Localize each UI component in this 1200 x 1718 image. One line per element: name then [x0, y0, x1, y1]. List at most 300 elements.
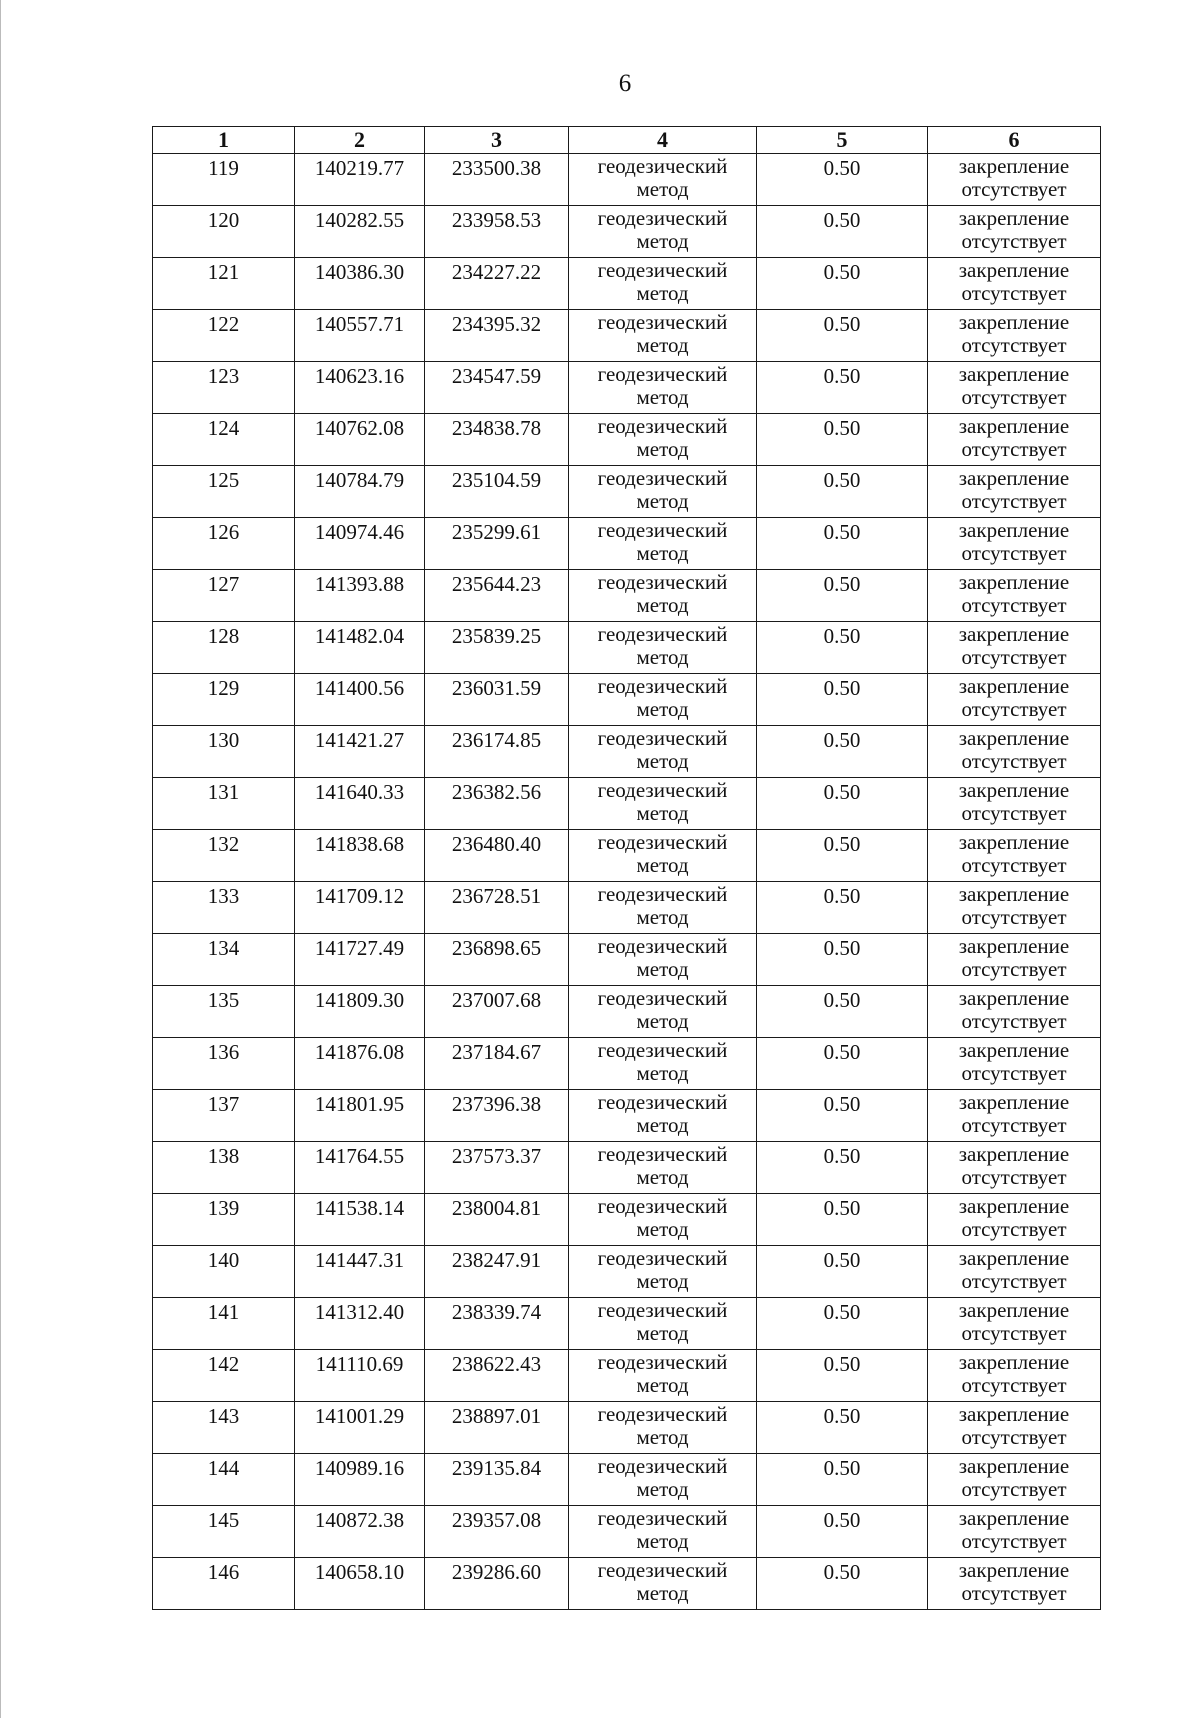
method-line-1: геодезический — [597, 1506, 728, 1530]
fixation-line-2: отсутствует — [961, 385, 1067, 409]
y-coordinate-cell: 236898.65 — [425, 934, 569, 986]
method-line-2: метод — [636, 437, 689, 461]
x-coordinate-cell: 140974.46 — [295, 518, 425, 570]
x-coordinate-cell: 140219.77 — [295, 154, 425, 206]
fixation-line-2: отсутствует — [961, 1321, 1067, 1345]
x-coordinate-cell: 140282.55 — [295, 206, 425, 258]
method-line-1: геодезический — [597, 1194, 728, 1218]
table-row — [153, 882, 1101, 934]
column-header-3: 3 — [425, 127, 569, 154]
method-cell — [569, 622, 757, 674]
fixation-line-1: закрепление — [958, 154, 1070, 178]
point-number-cell: 123 — [153, 362, 295, 414]
fixation-line-2: отсутствует — [961, 1009, 1067, 1033]
point-number-cell: 127 — [153, 570, 295, 622]
fixation-line-1: закрепление — [958, 1558, 1070, 1582]
method-line-2: метод — [636, 1165, 689, 1189]
method-cell — [569, 986, 757, 1038]
point-number-cell: 133 — [153, 882, 295, 934]
x-coordinate-cell: 141764.55 — [295, 1142, 425, 1194]
fixation-line-1: закрепление — [958, 206, 1070, 230]
fixation-line-2: отсутствует — [961, 749, 1067, 773]
page-number: 6 — [618, 70, 632, 97]
method-line-2: метод — [636, 957, 689, 981]
method-line-2: метод — [636, 385, 689, 409]
y-coordinate-cell: 236031.59 — [425, 674, 569, 726]
method-cell — [569, 1454, 757, 1506]
accuracy-cell: 0.50 — [757, 518, 928, 570]
coordinates-table — [152, 126, 1101, 1610]
method-line-2: метод — [636, 1529, 689, 1553]
fixation-line-1: закрепление — [958, 258, 1070, 282]
point-number-cell: 125 — [153, 466, 295, 518]
method-cell — [569, 1090, 757, 1142]
y-coordinate-cell: 236480.40 — [425, 830, 569, 882]
x-coordinate-cell: 141482.04 — [295, 622, 425, 674]
accuracy-cell: 0.50 — [757, 726, 928, 778]
fixation-line-1: закрепление — [958, 726, 1070, 750]
method-line-1: геодезический — [597, 934, 728, 958]
accuracy-cell: 0.50 — [757, 1298, 928, 1350]
fixation-line-2: отсутствует — [961, 905, 1067, 929]
fixation-cell — [928, 1142, 1101, 1194]
accuracy-cell: 0.50 — [757, 1038, 928, 1090]
fixation-cell — [928, 1506, 1101, 1558]
accuracy-cell: 0.50 — [757, 258, 928, 310]
method-line-2: метод — [636, 489, 689, 513]
fixation-cell — [928, 1038, 1101, 1090]
fixation-line-1: закрепление — [958, 1090, 1070, 1114]
method-line-2: метод — [636, 1477, 689, 1501]
x-coordinate-cell: 141727.49 — [295, 934, 425, 986]
y-coordinate-cell: 235104.59 — [425, 466, 569, 518]
fixation-line-1: закрепление — [958, 1194, 1070, 1218]
method-line-1: геодезический — [597, 570, 728, 594]
fixation-line-1: закрепление — [958, 1298, 1070, 1322]
fixation-cell — [928, 362, 1101, 414]
accuracy-cell: 0.50 — [757, 154, 928, 206]
fixation-line-2: отсутствует — [961, 801, 1067, 825]
method-line-1: геодезический — [597, 1350, 728, 1374]
method-line-1: геодезический — [597, 1142, 728, 1166]
fixation-line-1: закрепление — [958, 830, 1070, 854]
method-line-2: метод — [636, 177, 689, 201]
x-coordinate-cell: 141400.56 — [295, 674, 425, 726]
table-row — [153, 830, 1101, 882]
table-row — [153, 726, 1101, 778]
point-number-cell: 128 — [153, 622, 295, 674]
table-row — [153, 1142, 1101, 1194]
method-line-2: метод — [636, 1321, 689, 1345]
table-row — [153, 674, 1101, 726]
point-number-cell: 120 — [153, 206, 295, 258]
point-number-cell: 146 — [153, 1558, 295, 1610]
method-line-2: метод — [636, 1061, 689, 1085]
fixation-line-1: закрепление — [958, 674, 1070, 698]
y-coordinate-cell: 235644.23 — [425, 570, 569, 622]
method-line-2: метод — [636, 1373, 689, 1397]
accuracy-cell: 0.50 — [757, 986, 928, 1038]
y-coordinate-cell: 234395.32 — [425, 310, 569, 362]
fixation-line-2: отсутствует — [961, 1477, 1067, 1501]
y-coordinate-cell: 237396.38 — [425, 1090, 569, 1142]
point-number-cell: 119 — [153, 154, 295, 206]
fixation-cell — [928, 310, 1101, 362]
column-header-5: 5 — [757, 127, 928, 154]
table-row — [153, 986, 1101, 1038]
fixation-cell — [928, 414, 1101, 466]
method-line-1: геодезический — [597, 986, 728, 1010]
method-line-1: геодезический — [597, 1090, 728, 1114]
method-cell — [569, 830, 757, 882]
method-line-1: геодезический — [597, 778, 728, 802]
y-coordinate-cell: 238004.81 — [425, 1194, 569, 1246]
fixation-cell — [928, 466, 1101, 518]
x-coordinate-cell: 141709.12 — [295, 882, 425, 934]
x-coordinate-cell: 141801.95 — [295, 1090, 425, 1142]
method-line-2: метод — [636, 853, 689, 877]
fixation-line-2: отсутствует — [961, 1425, 1067, 1449]
x-coordinate-cell: 141640.33 — [295, 778, 425, 830]
table-row — [153, 206, 1101, 258]
method-line-1: геодезический — [597, 1298, 728, 1322]
fixation-line-1: закрепление — [958, 622, 1070, 646]
x-coordinate-cell: 140386.30 — [295, 258, 425, 310]
fixation-line-1: закрепление — [958, 1142, 1070, 1166]
method-cell — [569, 206, 757, 258]
method-line-1: геодезический — [597, 362, 728, 386]
fixation-line-2: отсутствует — [961, 957, 1067, 981]
method-line-1: геодезический — [597, 258, 728, 282]
point-number-cell: 122 — [153, 310, 295, 362]
fixation-line-2: отсутствует — [961, 281, 1067, 305]
method-line-1: геодезический — [597, 674, 728, 698]
accuracy-cell: 0.50 — [757, 1142, 928, 1194]
fixation-line-1: закрепление — [958, 414, 1070, 438]
table-row — [153, 258, 1101, 310]
table-row — [153, 622, 1101, 674]
method-line-1: геодезический — [597, 518, 728, 542]
accuracy-cell: 0.50 — [757, 882, 928, 934]
accuracy-cell: 0.50 — [757, 414, 928, 466]
accuracy-cell: 0.50 — [757, 778, 928, 830]
fixation-cell — [928, 1090, 1101, 1142]
fixation-line-1: закрепление — [958, 570, 1070, 594]
accuracy-cell: 0.50 — [757, 1506, 928, 1558]
y-coordinate-cell: 234547.59 — [425, 362, 569, 414]
fixation-cell — [928, 622, 1101, 674]
method-cell — [569, 518, 757, 570]
y-coordinate-cell: 239357.08 — [425, 1506, 569, 1558]
point-number-cell: 137 — [153, 1090, 295, 1142]
method-line-2: метод — [636, 1425, 689, 1449]
y-coordinate-cell: 237184.67 — [425, 1038, 569, 1090]
fixation-cell — [928, 206, 1101, 258]
method-line-1: геодезический — [597, 622, 728, 646]
table-row — [153, 414, 1101, 466]
point-number-cell: 142 — [153, 1350, 295, 1402]
y-coordinate-cell: 234227.22 — [425, 258, 569, 310]
y-coordinate-cell: 235299.61 — [425, 518, 569, 570]
point-number-cell: 141 — [153, 1298, 295, 1350]
y-coordinate-cell: 237007.68 — [425, 986, 569, 1038]
method-cell — [569, 1558, 757, 1610]
column-header-2: 2 — [295, 127, 425, 154]
point-number-cell: 145 — [153, 1506, 295, 1558]
method-line-2: метод — [636, 697, 689, 721]
point-number-cell: 134 — [153, 934, 295, 986]
method-cell — [569, 258, 757, 310]
table-row — [153, 1402, 1101, 1454]
method-cell — [569, 726, 757, 778]
fixation-cell — [928, 570, 1101, 622]
table-row — [153, 1194, 1101, 1246]
method-line-2: метод — [636, 281, 689, 305]
method-line-2: метод — [636, 1009, 689, 1033]
point-number-cell: 124 — [153, 414, 295, 466]
x-coordinate-cell: 140658.10 — [295, 1558, 425, 1610]
fixation-line-2: отсутствует — [961, 489, 1067, 513]
point-number-cell: 130 — [153, 726, 295, 778]
accuracy-cell: 0.50 — [757, 830, 928, 882]
method-cell — [569, 310, 757, 362]
table-row — [153, 570, 1101, 622]
fixation-cell — [928, 1402, 1101, 1454]
fixation-line-2: отсутствует — [961, 593, 1067, 617]
accuracy-cell: 0.50 — [757, 1558, 928, 1610]
accuracy-cell: 0.50 — [757, 1246, 928, 1298]
y-coordinate-cell: 236728.51 — [425, 882, 569, 934]
table-row — [153, 466, 1101, 518]
method-line-1: геодезический — [597, 206, 728, 230]
table-row — [153, 310, 1101, 362]
accuracy-cell: 0.50 — [757, 362, 928, 414]
method-line-2: метод — [636, 1269, 689, 1293]
fixation-line-1: закрепление — [958, 1454, 1070, 1478]
method-line-1: геодезический — [597, 1402, 728, 1426]
x-coordinate-cell: 140557.71 — [295, 310, 425, 362]
table-row — [153, 1506, 1101, 1558]
y-coordinate-cell: 233958.53 — [425, 206, 569, 258]
fixation-cell — [928, 154, 1101, 206]
x-coordinate-cell: 141876.08 — [295, 1038, 425, 1090]
fixation-cell — [928, 1194, 1101, 1246]
fixation-cell — [928, 882, 1101, 934]
fixation-line-1: закрепление — [958, 362, 1070, 386]
accuracy-cell: 0.50 — [757, 206, 928, 258]
accuracy-cell: 0.50 — [757, 466, 928, 518]
method-cell — [569, 1350, 757, 1402]
fixation-line-1: закрепление — [958, 778, 1070, 802]
point-number-cell: 143 — [153, 1402, 295, 1454]
method-line-2: метод — [636, 749, 689, 773]
fixation-line-2: отсутствует — [961, 177, 1067, 201]
y-coordinate-cell: 235839.25 — [425, 622, 569, 674]
method-cell — [569, 1298, 757, 1350]
fixation-cell — [928, 1298, 1101, 1350]
point-number-cell: 131 — [153, 778, 295, 830]
fixation-line-1: закрепление — [958, 310, 1070, 334]
fixation-line-2: отсутствует — [961, 333, 1067, 357]
point-number-cell: 138 — [153, 1142, 295, 1194]
x-coordinate-cell: 141447.31 — [295, 1246, 425, 1298]
point-number-cell: 132 — [153, 830, 295, 882]
y-coordinate-cell: 238247.91 — [425, 1246, 569, 1298]
y-coordinate-cell: 236382.56 — [425, 778, 569, 830]
x-coordinate-cell: 140762.08 — [295, 414, 425, 466]
x-coordinate-cell: 141312.40 — [295, 1298, 425, 1350]
point-number-cell: 121 — [153, 258, 295, 310]
fixation-cell — [928, 778, 1101, 830]
method-line-2: метод — [636, 333, 689, 357]
method-cell — [569, 1246, 757, 1298]
method-line-2: метод — [636, 801, 689, 825]
table-row — [153, 934, 1101, 986]
method-line-1: геодезический — [597, 466, 728, 490]
x-coordinate-cell: 141001.29 — [295, 1402, 425, 1454]
fixation-line-2: отсутствует — [961, 645, 1067, 669]
method-cell — [569, 154, 757, 206]
method-cell — [569, 882, 757, 934]
fixation-line-2: отсутствует — [961, 1217, 1067, 1241]
method-cell — [569, 414, 757, 466]
x-coordinate-cell: 141838.68 — [295, 830, 425, 882]
x-coordinate-cell: 141393.88 — [295, 570, 425, 622]
method-line-2: метод — [636, 1113, 689, 1137]
fixation-line-2: отсутствует — [961, 853, 1067, 877]
fixation-line-2: отсутствует — [961, 1373, 1067, 1397]
point-number-cell: 135 — [153, 986, 295, 1038]
method-line-1: геодезический — [597, 154, 728, 178]
fixation-line-1: закрепление — [958, 1350, 1070, 1374]
fixation-cell — [928, 674, 1101, 726]
fixation-line-2: отсутствует — [961, 1269, 1067, 1293]
method-line-1: геодезический — [597, 310, 728, 334]
method-cell — [569, 674, 757, 726]
fixation-line-2: отсутствует — [961, 229, 1067, 253]
fixation-line-1: закрепление — [958, 1506, 1070, 1530]
table-row — [153, 154, 1101, 206]
method-cell — [569, 934, 757, 986]
table-body — [153, 154, 1101, 1610]
fixation-line-2: отсутствует — [961, 697, 1067, 721]
method-cell — [569, 466, 757, 518]
column-header-1: 1 — [153, 127, 295, 154]
fixation-cell — [928, 986, 1101, 1038]
column-header-4: 4 — [569, 127, 757, 154]
fixation-line-2: отсутствует — [961, 1061, 1067, 1085]
table-row — [153, 1298, 1101, 1350]
column-header-6: 6 — [928, 127, 1101, 154]
y-coordinate-cell: 234838.78 — [425, 414, 569, 466]
accuracy-cell: 0.50 — [757, 622, 928, 674]
method-line-2: метод — [636, 229, 689, 253]
table-row — [153, 1558, 1101, 1610]
fixation-cell — [928, 1350, 1101, 1402]
method-line-1: геодезический — [597, 414, 728, 438]
fixation-line-1: закрепление — [958, 934, 1070, 958]
fixation-line-2: отсутствует — [961, 1529, 1067, 1553]
y-coordinate-cell: 238622.43 — [425, 1350, 569, 1402]
x-coordinate-cell: 140872.38 — [295, 1506, 425, 1558]
fixation-cell — [928, 518, 1101, 570]
table-header-row — [153, 127, 1101, 154]
x-coordinate-cell: 141110.69 — [295, 1350, 425, 1402]
fixation-line-1: закрепление — [958, 1246, 1070, 1270]
method-line-1: геодезический — [597, 1558, 728, 1582]
method-line-1: геодезический — [597, 1454, 728, 1478]
fixation-cell — [928, 1558, 1101, 1610]
fixation-line-1: закрепление — [958, 882, 1070, 906]
method-cell — [569, 1194, 757, 1246]
method-cell — [569, 1142, 757, 1194]
fixation-cell — [928, 726, 1101, 778]
table-row — [153, 1350, 1101, 1402]
method-cell — [569, 778, 757, 830]
fixation-cell — [928, 1246, 1101, 1298]
accuracy-cell: 0.50 — [757, 1194, 928, 1246]
accuracy-cell: 0.50 — [757, 934, 928, 986]
x-coordinate-cell: 140623.16 — [295, 362, 425, 414]
y-coordinate-cell: 233500.38 — [425, 154, 569, 206]
fixation-line-2: отсутствует — [961, 1581, 1067, 1605]
method-line-2: метод — [636, 1581, 689, 1605]
method-line-1: геодезический — [597, 1038, 728, 1062]
x-coordinate-cell: 140784.79 — [295, 466, 425, 518]
method-line-2: метод — [636, 645, 689, 669]
fixation-cell — [928, 258, 1101, 310]
point-number-cell: 136 — [153, 1038, 295, 1090]
accuracy-cell: 0.50 — [757, 570, 928, 622]
method-line-1: геодезический — [597, 726, 728, 750]
method-cell — [569, 1506, 757, 1558]
x-coordinate-cell: 141421.27 — [295, 726, 425, 778]
y-coordinate-cell: 236174.85 — [425, 726, 569, 778]
method-cell — [569, 1402, 757, 1454]
method-line-2: метод — [636, 1217, 689, 1241]
method-line-1: геодезический — [597, 1246, 728, 1270]
accuracy-cell: 0.50 — [757, 1454, 928, 1506]
fixation-line-2: отсутствует — [961, 437, 1067, 461]
x-coordinate-cell: 141538.14 — [295, 1194, 425, 1246]
accuracy-cell: 0.50 — [757, 1090, 928, 1142]
fixation-cell — [928, 934, 1101, 986]
fixation-line-1: закрепление — [958, 1402, 1070, 1426]
accuracy-cell: 0.50 — [757, 674, 928, 726]
table-row — [153, 1454, 1101, 1506]
y-coordinate-cell: 238897.01 — [425, 1402, 569, 1454]
accuracy-cell: 0.50 — [757, 1350, 928, 1402]
method-cell — [569, 570, 757, 622]
fixation-cell — [928, 1454, 1101, 1506]
point-number-cell: 126 — [153, 518, 295, 570]
point-number-cell: 139 — [153, 1194, 295, 1246]
y-coordinate-cell: 238339.74 — [425, 1298, 569, 1350]
method-line-1: геодезический — [597, 882, 728, 906]
point-number-cell: 129 — [153, 674, 295, 726]
fixation-line-2: отсутствует — [961, 1165, 1067, 1189]
accuracy-cell: 0.50 — [757, 1402, 928, 1454]
table-row — [153, 1038, 1101, 1090]
method-cell — [569, 362, 757, 414]
fixation-line-1: закрепление — [958, 1038, 1070, 1062]
fixation-line-2: отсутствует — [961, 541, 1067, 565]
method-line-2: метод — [636, 905, 689, 929]
point-number-cell: 144 — [153, 1454, 295, 1506]
y-coordinate-cell: 237573.37 — [425, 1142, 569, 1194]
y-coordinate-cell: 239135.84 — [425, 1454, 569, 1506]
method-line-2: метод — [636, 593, 689, 617]
